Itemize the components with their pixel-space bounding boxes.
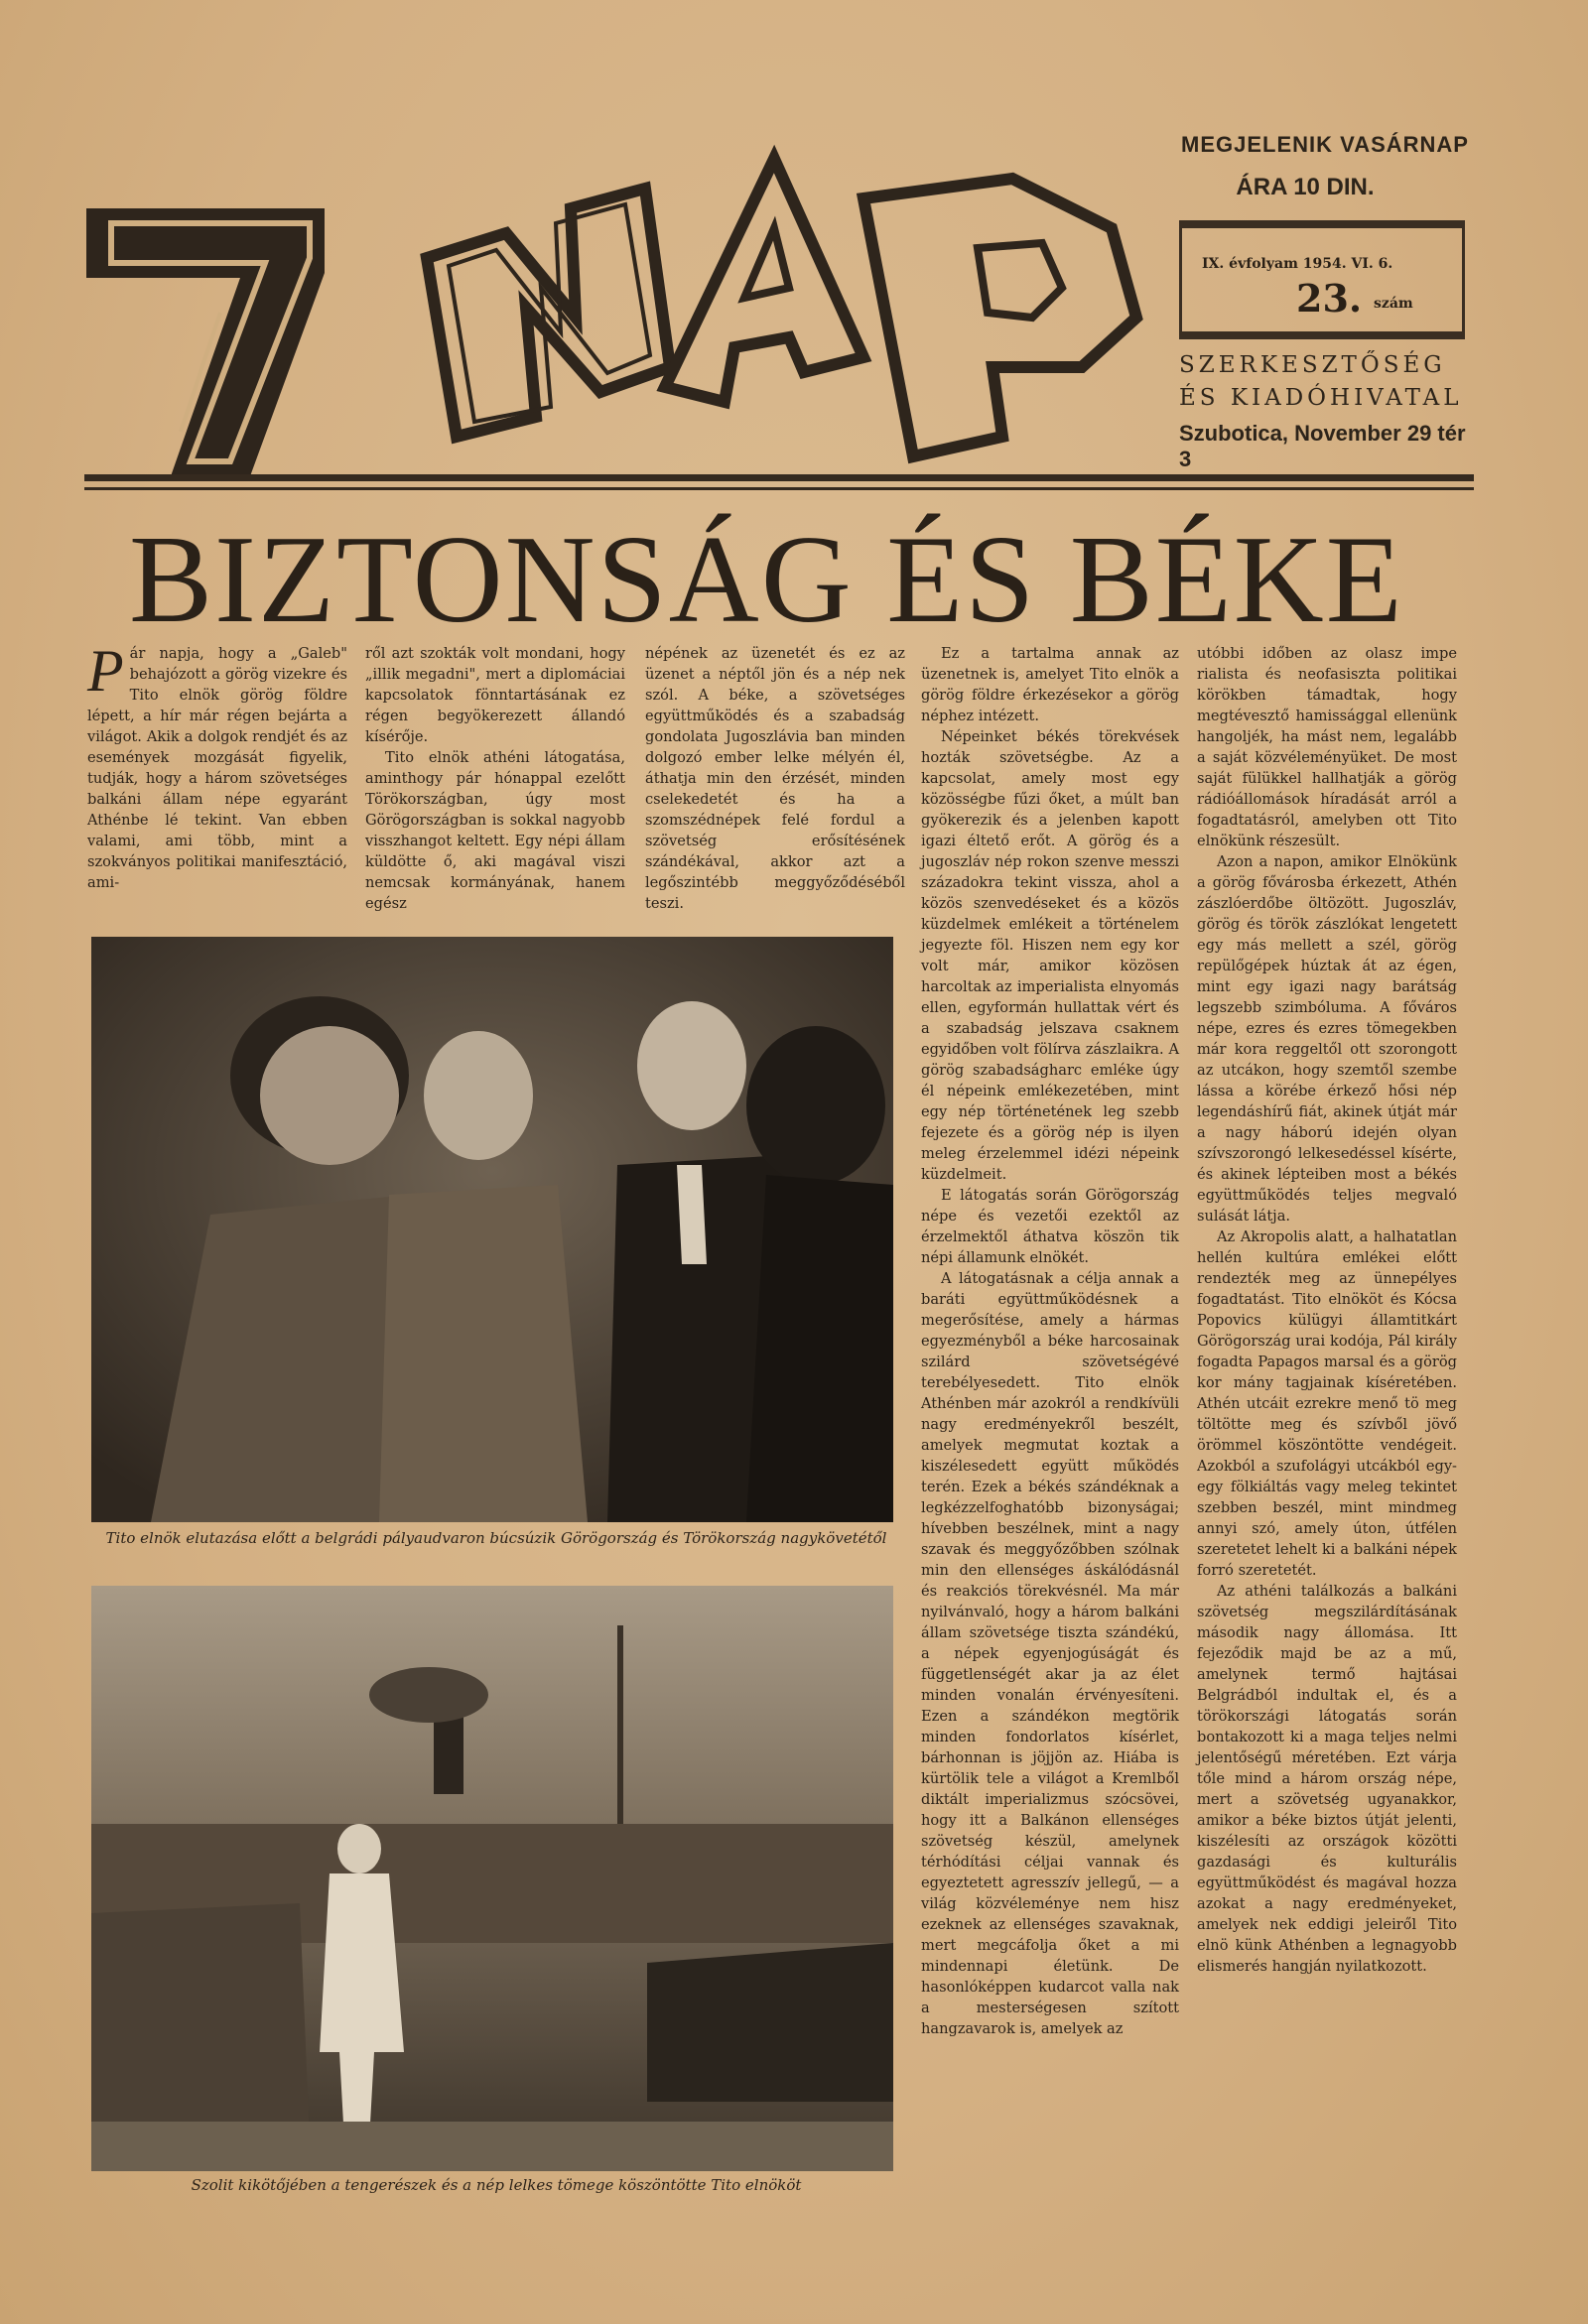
publication-frequency: MEGJELENIK VASÁRNAP (1181, 132, 1469, 157)
issue-year-line: IX. évfolyam 1954. VI. 6. (1202, 256, 1393, 272)
article-column-3 (645, 643, 905, 914)
article-paragraph: Az athéni találkozás a balkáni szövetség megszilárdításának második nagy állomása. Itt fejeződik majd be az a mű, amelynek termő hajtásai Belgrádból indultak el, és a törökországi látogatás során bontakozott ki a maga teljes nelmi jelentőségű méretében. Ezt várja tőle mind a három ország népe, mert a szövetség ugyanakkor, amikor a béke biztos útját jelenti, kiszélesíti az országok közötti gazdasági és kulturális együttműködést és magával hozza azokat a nagy eredményeket, amelyek nek eddigi jeleiről Tito elnö künk Athénben a legnagyobb elismerés hangján nyilatkozott. (1197, 1583, 1457, 1975)
logo-nap-graphic (397, 139, 1181, 466)
article-paragraph: Ez a tartalma annak az üzenetnek is, amelyet Tito elnök a görög földre érkezésekor a görög néphez intézett. (921, 645, 1179, 724)
photo-port (91, 1586, 893, 2171)
article-paragraph: Az Akropolis alatt, a halhatatlan hellén kultúra emlékei előtt rendezték meg az ünnepélyes fogadtatást. Tito elnököt és Kócsa Popovics külügyi államtitkárt Görögország urai kodója, Pál király fogadta Papagos marsal és a görög kor mány tagjainak kíséretében. Athén utcáit ezrekre menő tö meg töltötte meg és szívből jövő örömmel köszöntötte vendégeit. Azokból a szufolágyi utcákból egy-egy fölkiáltás vagy meleg tekintet szebben beszél, mint mindmeg annyi szó, amely úton, útfélen szeretetet lehelt ki a balkáni népek forró szeretetét. (1197, 1228, 1457, 1579)
logo-seven-graphic (81, 203, 330, 481)
article-paragraph: ről azt szokták volt mondani, hogy „illik megadni", mert a diplomáciai kapcsolatok fönntartásának ez régen begyökerezett állandó kísérője. (365, 645, 625, 745)
photo-1-caption: Tito elnök elutazása előtt a belgrádi pályaudvaron búcsúzik Görögország és Törökország nagykövetétől (105, 1529, 887, 1547)
drop-cap: P (87, 638, 124, 704)
photo-2-caption: Szolit kikötőjében a tengerészek és a nép lelkes tömege köszöntötte Tito elnököt (191, 2176, 802, 2194)
article-paragraph (87, 638, 347, 893)
article-paragraph: Tito elnök athéni látogatása, aminthogy pár hónappal ezelőtt Törökországban, úgy most Görögországban is sokkal nagyobb visszhangot keltett. Egy népi állam küldötte ő, aki magával viszi nemcsak kormányának, hanem egész (365, 749, 625, 912)
article-paragraph: népének az üzenetét és ez az üzenet a néptől jön és a nép nek szól. A béke, a szövetséges együttműködés és a szabadság gondolata Jugoszlávia ban minden dolgozó ember lelke mélyén él, áthatja min den érzését, minden cselekedetét és ha a szomszédnépek felé fordul a szövetség erősítésének szándékával, akkor azt a legőszintébb meggyőződéséből teszi. (645, 645, 905, 912)
issue-number-label: szám (1374, 296, 1413, 312)
photo-1-image (91, 937, 893, 1522)
article-paragraph: utóbbi időben az olasz impe rialista és neofasiszta politikai körökben támadtak, hogy megtévesztő hamissággal ellenünk hangoljék, ha mást nem, legalább a saját közvéleményüket. De most saját fülükkel hallhatják a görög rádióállomások híradását arról a fogadtatásról, amelyben ott Tito elnökünk részesült. (1197, 645, 1457, 849)
issue-number: 23. (1296, 276, 1363, 321)
issue-box (1179, 220, 1465, 339)
office-line-1: SZERKESZTŐSÉG (1179, 352, 1446, 378)
article-column-2 (365, 643, 625, 914)
masthead-rule (84, 474, 1474, 481)
masthead-rule-thin (84, 487, 1474, 490)
article-column-4 (921, 643, 1179, 2039)
headline: BIZTONSÁG ÉS BÉKE (129, 511, 1404, 649)
article-column-5 (1197, 643, 1457, 1977)
office-address: Szubotica, November 29 tér 3 (1179, 421, 1466, 471)
photo-2-image (91, 1586, 893, 2171)
office-line-2: ÉS KIADÓHIVATAL (1179, 385, 1463, 411)
photo-belgrade-station (91, 937, 893, 1522)
article-paragraph: E látogatás során Görögország népe és vezetői ezektől az érzelmektől áthatva köszön tik népi államunk elnökét. (921, 1187, 1179, 1266)
price: ÁRA 10 DIN. (1236, 174, 1375, 200)
article-paragraph: A látogatásnak a célja annak a baráti együttműködésnek a megerősítése, amely a hármas egyezményből a béke harcosainak szilárd szövetségévé terebélyesedett. Tito elnök Athénben már azokról a rendkívüli nagy eredményekről beszélt, amelyek megmutat koztak a kiszélesedett együtt működés terén. Ezek a békés szándéknak a legkézzelfoghatóbb bizonyságai; hívebben beszélnek, mint a nagy szavak és meggyőzőbben szólnak min den ellenséges áskálódásnál és reakciós törekvésnél. Ma már nyilvánvaló, hogy a három balkáni állam szövetsége tiszta szándékú, a népek egyenjogúságát és függetlenségét akar ja az élet minden vonalán érvényesíteni. Ezen a szándékon megtörik minden fondorlatos kísérlet, bárhonnan is jöjjön az. Hiába is kürtölik tele a világot a Kremlből diktált imperializmus szócsövei, hogy itt a Balkánon ellenséges szövetség készül, amelynek térhódítási céljai vannak és egyeztetett agresszív jellegű, — a világ közvéleménye nem hisz ezeknek az ellenséges szavaknak, mert megcáfolja őket a mi mindennapi életünk. De hasonlóképpen kudarcot valla nak a mesterségesen szított hangzavarok is, amelyek az (921, 1270, 1179, 2037)
article-column-1 (87, 638, 347, 893)
article-paragraph: Népeinket békés törekvések hozták szövetségbe. Az a kapcsolat, amely most egy közösségbe fűzi őket, a múlt ban gyökerezik és a jelenben kapott igazi éltető erőt. A görög és a jugoszláv nép rokon szenve messzi századokra tekint vissza, ahol a közös szenvedéseket és a közös küzdelmek emlékeit a történelem jegyezte föl. Hiszen nem egy kor volt már, amikor közösen harcoltak az imperialista elnyomás ellen, egyformán hullattak vért és a szabadság jelszava csaknem egyidőben volt fölírva zászlaikra. A görög szabadságharc emléke úgy él népeink emlékezetében, mint egy nép történetének leg szebb fejezete és a görög nép is ilyen meleg érzelemmel idézi népeink küzdelmeit. (921, 728, 1179, 1183)
article-paragraph: Azon a napon, amikor Elnökünk a görög fővárosba érkezett, Athén zászlóerdőbe öltözött. Jugoszláv, görög és török zászlókat lengetett egy más mellett a szél, görög repülőgépek húztak át az égen, mint egy igazi nagy barátság legszebb szimbóluma. A főváros népe, ezres és ezres tömegekben már kora reggeltől ott szorongott az utcákon, hogy szemtől szembe lássa a körébe érkező hősi nép legendáshírű fiát, akinek útját már a nagy háború idején olyan szívszorongó lelkesedéssel kísérte, és akinek lépteiben most a békés együttműködés teljes megvaló sulását látja. (1197, 853, 1457, 1225)
paragraph-text: ár napja, hogy a „Galeb" behajózott a görög vizekre és Tito elnök görög földre lépett, a hír már régen bejárta a világot. Akik a dolgok rendjét és az események mozgását figyelik, tudják, hogy a három szövetséges balkáni állam népe egyaránt Athénbe lé tekint. Van ebben valami, ami több, mint a szokványos politikai manifesztáció, ami- (87, 645, 347, 891)
